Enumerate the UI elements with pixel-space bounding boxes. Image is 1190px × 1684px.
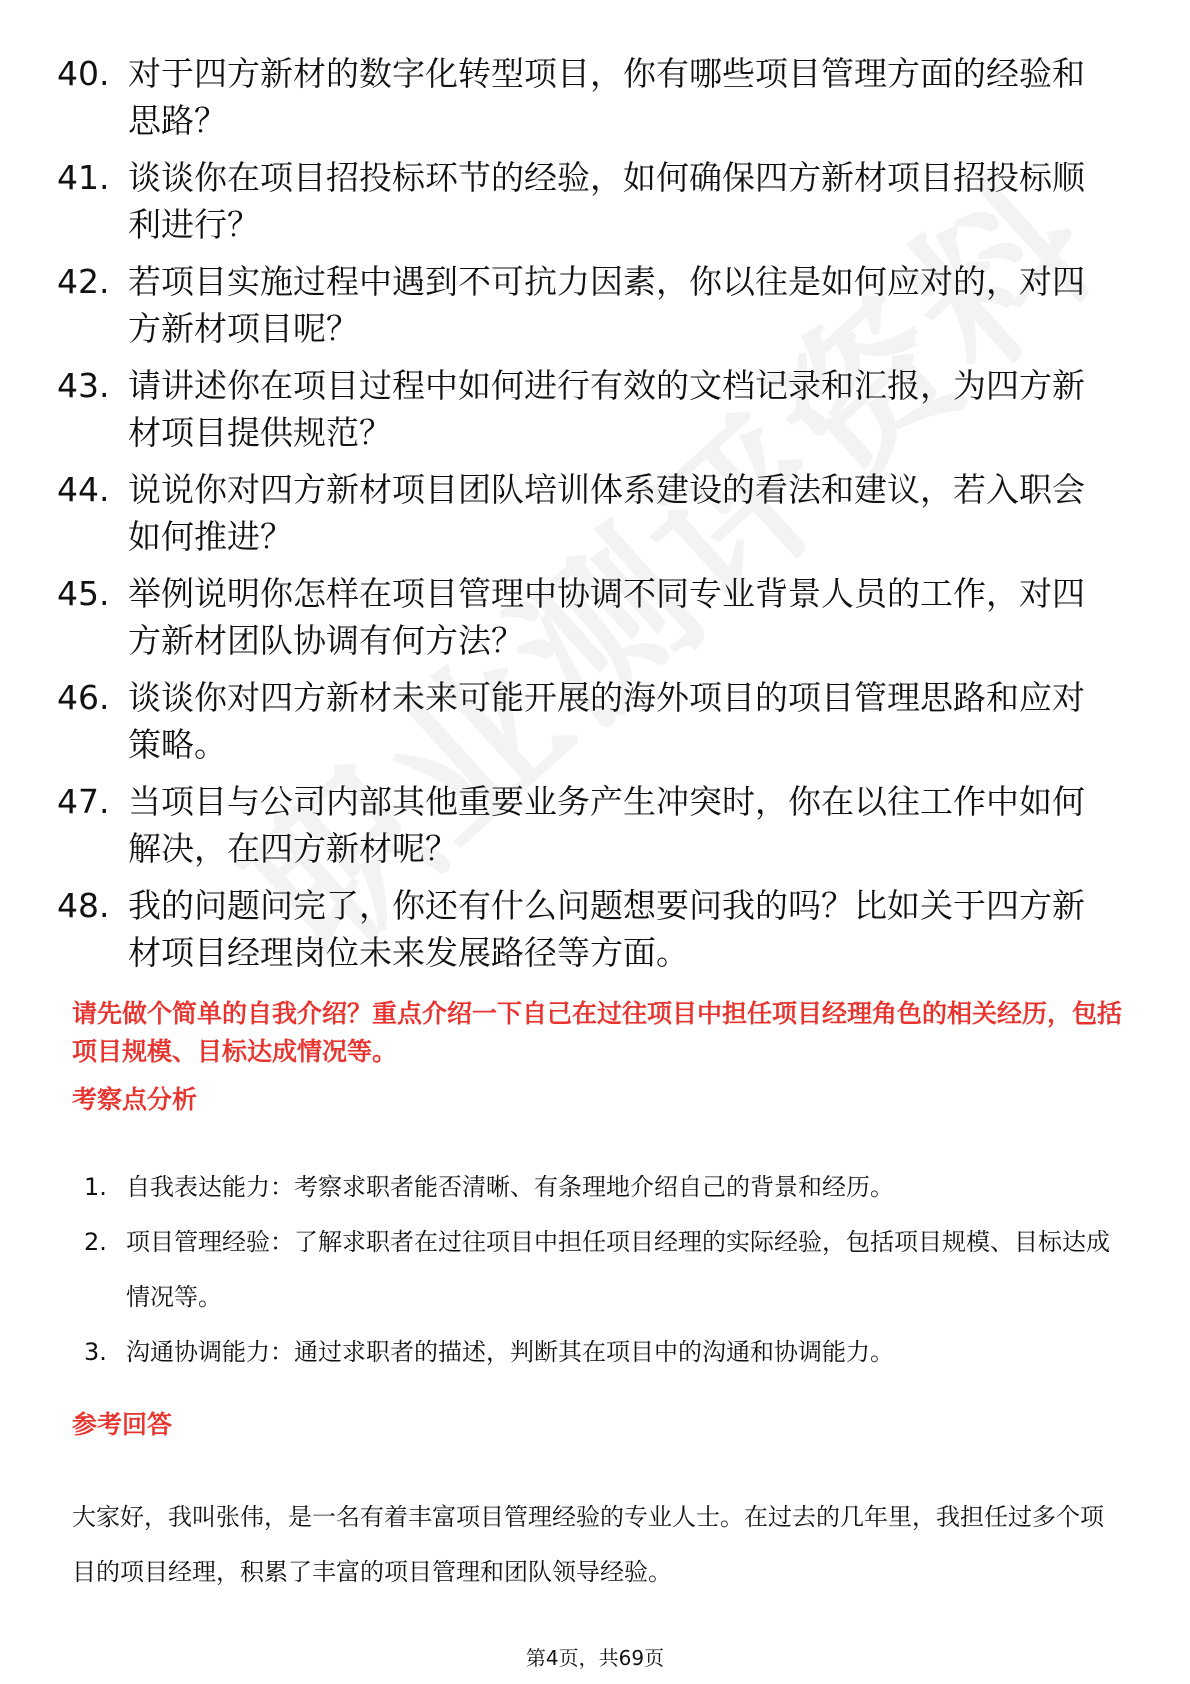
analysis-list — [0, 1160, 1190, 1380]
question-item — [0, 50, 1190, 144]
analysis-text: 项目管理经验：了解求职者在过往项目中担任项目经理的实际经验，包括项目规模、目标达成情况等。 — [126, 1228, 1110, 1311]
analysis-item — [0, 1325, 1190, 1380]
question-text: 说说你对四方新材项目团队培训体系建设的看法和建议，若入职会如何推进？ — [128, 470, 1085, 556]
question-item — [0, 466, 1190, 560]
question-number: 47. — [57, 782, 110, 821]
analysis-title: 考察点分析 — [72, 1085, 198, 1114]
question-item — [0, 778, 1190, 872]
analysis-item — [0, 1160, 1190, 1215]
question-number: 43. — [57, 366, 110, 405]
page-footer: 第4页，共69页 — [525, 1646, 665, 1670]
analysis-number: 3. — [84, 1338, 107, 1366]
answer-text: 大家好，我叫张伟，是一名有着丰富项目管理经验的专业人士。在过去的几年里，我担任过多个项目的项目经理，积累了丰富的项目管理和团队领导经验。 — [72, 1503, 1104, 1586]
question-text: 请讲述你在项目过程中如何进行有效的文档记录和汇报，为四方新材项目提供规范？ — [128, 366, 1085, 452]
question-number: 42. — [57, 262, 110, 301]
analysis-text: 沟通协调能力：通过求职者的描述，判断其在项目中的沟通和协调能力。 — [126, 1338, 894, 1366]
question-number: 45. — [57, 574, 110, 613]
question-item — [0, 362, 1190, 456]
analysis-number: 1. — [84, 1173, 107, 1201]
question-text: 当项目与公司内部其他重要业务产生冲突时，你在以往工作中如何解决，在四方新材呢？ — [128, 782, 1085, 868]
question-text: 谈谈你在项目招投标环节的经验，如何确保四方新材项目招投标顺利进行？ — [128, 158, 1085, 244]
analysis-number: 2. — [84, 1228, 107, 1256]
question-text: 举例说明你怎样在项目管理中协调不同专业背景人员的工作，对四方新材团队协调有何方法？ — [128, 574, 1085, 660]
question-text: 我的问题问完了，你还有什么问题想要问我的吗？比如关于四方新材项目经理岗位未来发展路径等方面。 — [128, 886, 1085, 972]
question-item — [0, 674, 1190, 768]
question-text: 谈谈你对四方新材未来可能开展的海外项目的项目管理思路和应对策略。 — [128, 678, 1085, 764]
question-text: 对于四方新材的数字化转型项目，你有哪些项目管理方面的经验和思路？ — [128, 54, 1085, 140]
question-item — [0, 154, 1190, 248]
question-list — [0, 50, 1190, 986]
analysis-item — [0, 1215, 1190, 1325]
question-number: 46. — [57, 678, 110, 717]
question-number: 41. — [57, 158, 110, 197]
question-item — [0, 570, 1190, 664]
question-text: 若项目实施过程中遇到不可抗力因素，你以往是如何应对的，对四方新材项目呢？ — [128, 262, 1085, 348]
question-number: 40. — [57, 54, 110, 93]
question-number: 44. — [57, 470, 110, 509]
answer-title: 参考回答 — [72, 1410, 173, 1439]
question-item — [0, 258, 1190, 352]
analysis-text: 自我表达能力：考察求职者能否清晰、有条理地介绍自己的背景和经历。 — [126, 1173, 894, 1201]
question-number: 48. — [57, 886, 110, 925]
question-item — [0, 882, 1190, 976]
highlight-question: 请先做个简单的自我介绍？重点介绍一下自己在过往项目中担任项目经理角色的相关经历，包括项目规模、目标达成情况等。 — [72, 999, 1123, 1066]
